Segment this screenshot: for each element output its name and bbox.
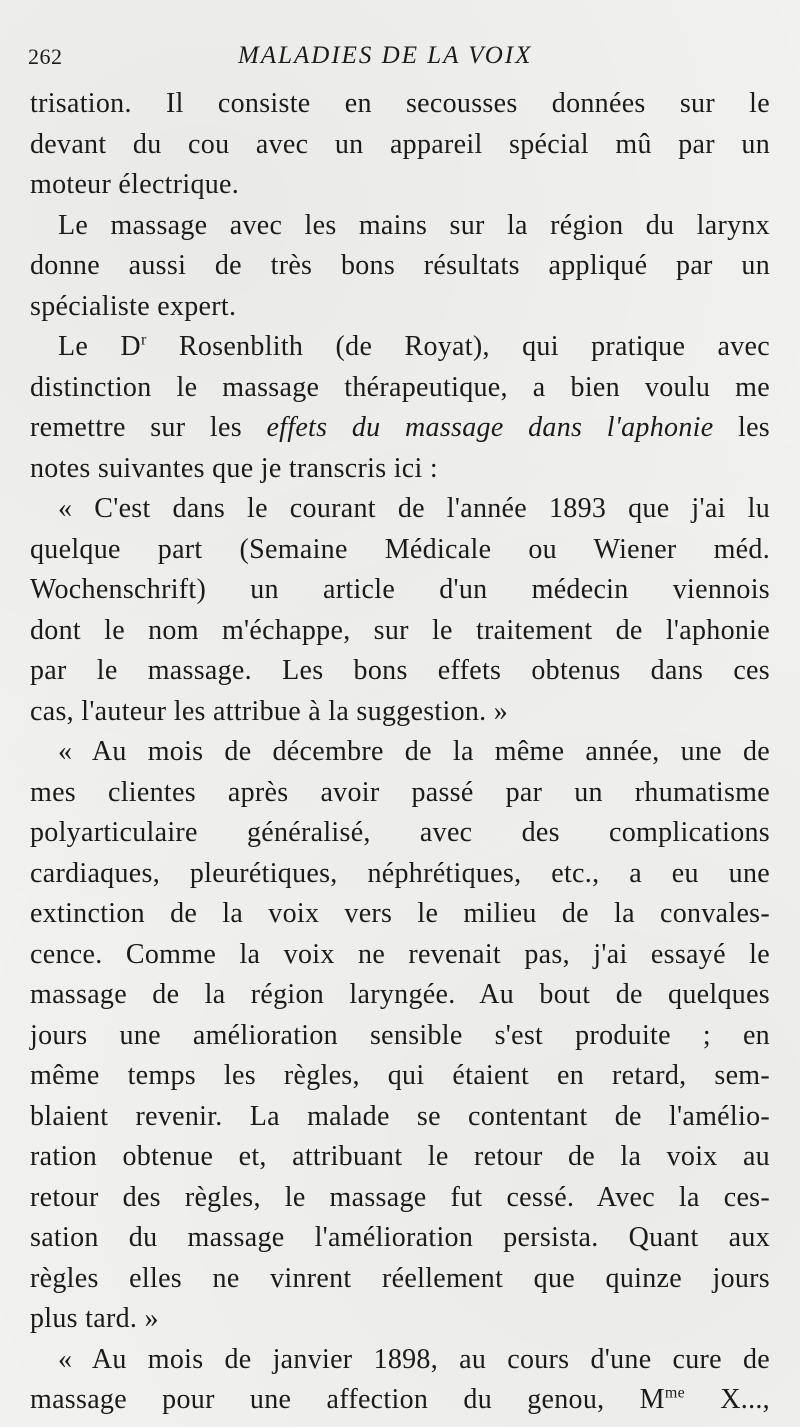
italic-phrase: effets du massage dans l'aphonie [266, 412, 714, 443]
text-segment: massage pour une affection du genou, M [30, 1384, 665, 1415]
text-segment: X..., [685, 1384, 770, 1415]
text-line: ration obtenue et, attribuant le retour de la voix au [30, 1141, 770, 1172]
superscript: me [664, 1384, 686, 1402]
text-line: spécialiste expert. [30, 290, 237, 322]
text-line: jours une amélioration sensible s'est produite ; en [30, 1019, 770, 1051]
superscript: r [140, 331, 147, 349]
text-line [30, 1380, 770, 1421]
text-segment: remettre sur les [30, 412, 267, 443]
text-line: dont le nom m'échappe, sur le traitement de l'aphonie [30, 614, 770, 646]
text-line: distinction le massage thérapeutique, a bien voulu me [30, 371, 770, 403]
text-line: polyarticulaire généralisé, avec des complications [30, 817, 770, 848]
page-number: 262 [28, 44, 63, 69]
body-text [30, 84, 770, 1421]
text-segment: les [713, 412, 770, 443]
text-line: même temps les règles, qui étaient en retard, sem- [30, 1060, 770, 1091]
text-line: massage de la région laryngée. Au bout de quelques [30, 979, 770, 1010]
text-line [30, 408, 770, 449]
text-line: retour des règles, le massage fut cessé. Avec la ces- [30, 1181, 770, 1213]
text-line: « Au mois de janvier 1898, au cours d'une cure de [58, 1343, 770, 1375]
text-line: trisation. Il consiste en secousses données sur le [30, 88, 770, 119]
text-line: cardiaques, pleurétiques, néphrétiques, etc., a eu une [30, 857, 770, 889]
text-line: sation du massage l'amélioration persista. Quant aux [30, 1222, 770, 1253]
text-line: règles elles ne vinrent réellement que quinze jours [30, 1262, 770, 1294]
page-header [28, 40, 780, 74]
text-line: devant du cou avec un appareil spécial mû par un [30, 128, 770, 160]
text-line: mes clientes après avoir passé par un rhumatisme [30, 776, 770, 808]
text-line [30, 327, 770, 368]
text-segment: Rosenblith (de Royat), qui pratique avec [146, 331, 770, 362]
running-head: MALADIES DE LA VOIX [238, 42, 533, 69]
text-line: moteur électrique. [30, 169, 240, 200]
text-segment: Le D [58, 331, 141, 362]
text-line: Le massage avec les mains sur la région du larynx [58, 209, 770, 241]
text-line: par le massage. Les bons effets obtenus dans ces [30, 655, 770, 686]
text-line: « C'est dans le courant de l'année 1893 que j'ai lu [58, 493, 770, 524]
text-line: extinction de la voix vers le milieu de la convales- [30, 898, 770, 929]
text-line: « Au mois de décembre de la même année, une de [58, 736, 770, 767]
text-line: donne aussi de très bons résultats appliqué par un [30, 250, 770, 281]
text-line: notes suivantes que je transcris ici : [30, 452, 438, 484]
text-line: plus tard. » [30, 1303, 159, 1334]
text-line: cence. Comme la voix ne revenait pas, j'ai essayé le [30, 938, 770, 970]
text-line: cas, l'auteur les attribue à la suggestion. » [30, 695, 509, 727]
text-line: blaient revenir. La malade se contentant de l'amélio- [30, 1100, 770, 1132]
text-line: quelque part (Semaine Médicale ou Wiener méd. [30, 533, 770, 565]
text-line: Wochenschrift) un article d'un médecin viennois [30, 574, 770, 605]
